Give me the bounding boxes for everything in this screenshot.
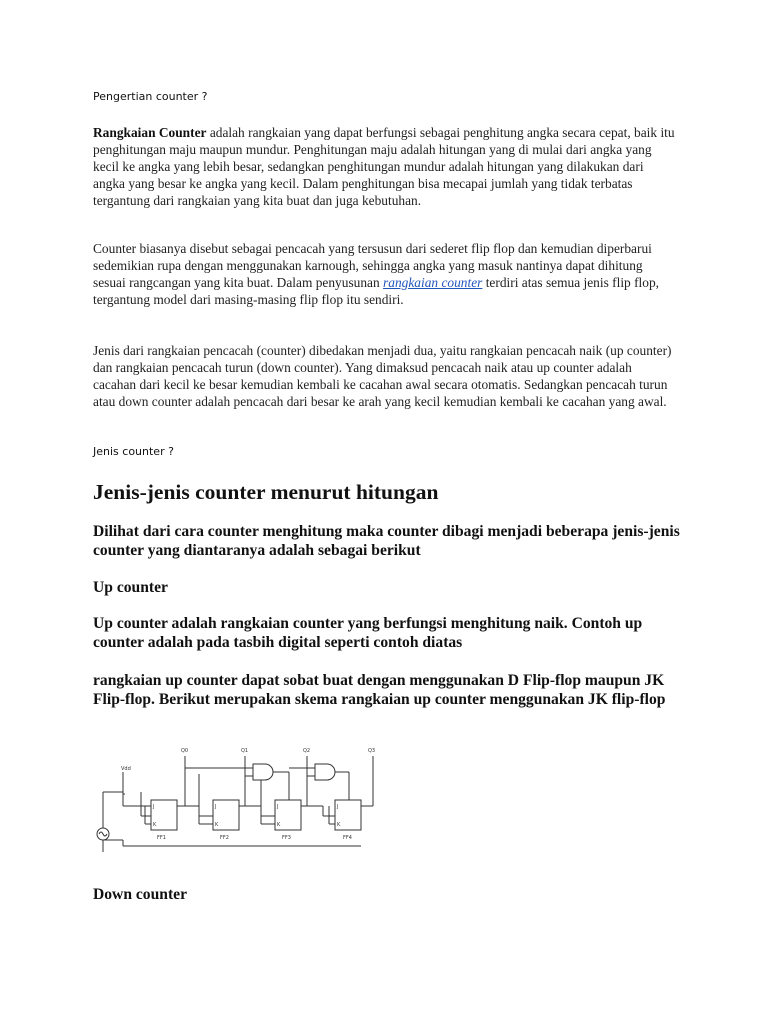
ff4-pin-k: K bbox=[337, 822, 341, 828]
bold-lead: Rangkaian Counter bbox=[93, 125, 207, 140]
ff2-pin-j: J bbox=[215, 804, 217, 810]
vdd-label: Vdd bbox=[121, 766, 131, 772]
ff1-pin-k: K bbox=[153, 822, 157, 828]
ff4-label: FF4 bbox=[343, 835, 352, 841]
main-title: Jenis-jenis counter menurut hitungan bbox=[93, 480, 439, 504]
and-gate-2-icon bbox=[315, 764, 335, 780]
section-heading-pengertian: Pengertian counter ? bbox=[93, 90, 208, 103]
ff4-pin-j: J bbox=[337, 804, 339, 810]
paragraph-definition-text: adalah rangkaian yang dapat berfungsi sebagai penghitung angka secara cepat, baik itu penghitungan maju maupun mundur. Penghitungan maju adalah hitungan yang di mulai dari angka yang kecil ke angka yang lebih besar, sedangkan penghitungan mundur adalah hitungan yang dilakukan dari angka yang besar ke angka yang kecil. Dalam penghitungan bisa mecapai jumlah yang tidak terbatas tergantung dari rangkaian yang kita buat dan juga kebutuhan. bbox=[93, 125, 675, 208]
flipflop-ff2 bbox=[213, 800, 239, 841]
flipflop-ff1 bbox=[151, 800, 177, 841]
bold-paragraph-intro: Dilihat dari cara counter menghitung maka counter dibagi menjadi beberapa jenis-jenis counter yang diantaranya adalah sebagai berikut bbox=[93, 523, 680, 560]
paragraph-flipflop-text-b: terdiri atas semua jenis flip flop, tergantung model dari masing-masing flip flop itu sendiri. bbox=[93, 274, 659, 307]
paragraph-flipflop bbox=[93, 241, 678, 309]
paragraph-definition bbox=[93, 125, 678, 210]
and-gate-1-icon bbox=[253, 764, 273, 780]
ff3-pin-k: K bbox=[277, 822, 281, 828]
section-heading-jenis: Jenis counter ? bbox=[93, 445, 174, 458]
flipflop-ff3 bbox=[275, 800, 301, 841]
bold-paragraph-up-counter: Up counter adalah rangkaian counter yang berfungsi menghitung naik. Contoh up counter adalah pada tasbih digital seperti contoh diatas bbox=[93, 615, 643, 652]
q2-label: Q2 bbox=[303, 748, 311, 754]
flipflop-ff4 bbox=[335, 800, 361, 841]
bold-heading-down-counter: Down counter bbox=[93, 886, 187, 903]
ff3-pin-j: J bbox=[277, 804, 279, 810]
bold-paragraph-jk-schema: rangkaian up counter dapat sobat buat dengan menggunakan D Flip-flop maupun JK Flip-flop. Berikut merupakan skema rangkaian up counter menggunakan JK flip-flop bbox=[93, 672, 666, 709]
ff2-label: FF2 bbox=[220, 835, 229, 841]
jk-flipflop-up-counter-diagram bbox=[93, 744, 393, 864]
q3-label: Q3 bbox=[368, 748, 376, 754]
ff1-label: FF1 bbox=[157, 835, 166, 841]
q0-label: Q0 bbox=[181, 748, 189, 754]
ff2-pin-k: K bbox=[215, 822, 219, 828]
q1-label: Q1 bbox=[241, 748, 249, 754]
rangkaian-counter-link[interactable]: rangkaian counter bbox=[383, 274, 483, 290]
bold-heading-up-counter: Up counter bbox=[93, 579, 168, 596]
paragraph-types: Jenis dari rangkaian pencacah (counter) dibedakan menjadi dua, yaitu rangkaian pencacah naik (up counter) dan rangkaian pencacah turun (down counter). Yang dimaksud pencacah naik atau up counter adalah cacahan dari kecil ke besar kemudian kembali ke cacahan awal secara otomatis. Sedangkan pencacah turun atau down counter adalah pencacah dari besar ke arah yang kecil kemudian kembali ke cacahan yang awal. bbox=[93, 343, 672, 409]
ff1-pin-j: J bbox=[153, 804, 155, 810]
ff3-label: FF3 bbox=[282, 835, 291, 841]
paragraph-flipflop-text-a: Counter biasanya disebut sebagai pencacah yang tersusun dari sederet flip flop dan kemudian diperbarui sedemikian rupa dengan menggunakan karnough, sehingga angka yang masuk nantinya dapat dihitung sesuai rangcangan yang kita buat. Dalam penyusunan bbox=[93, 241, 652, 290]
